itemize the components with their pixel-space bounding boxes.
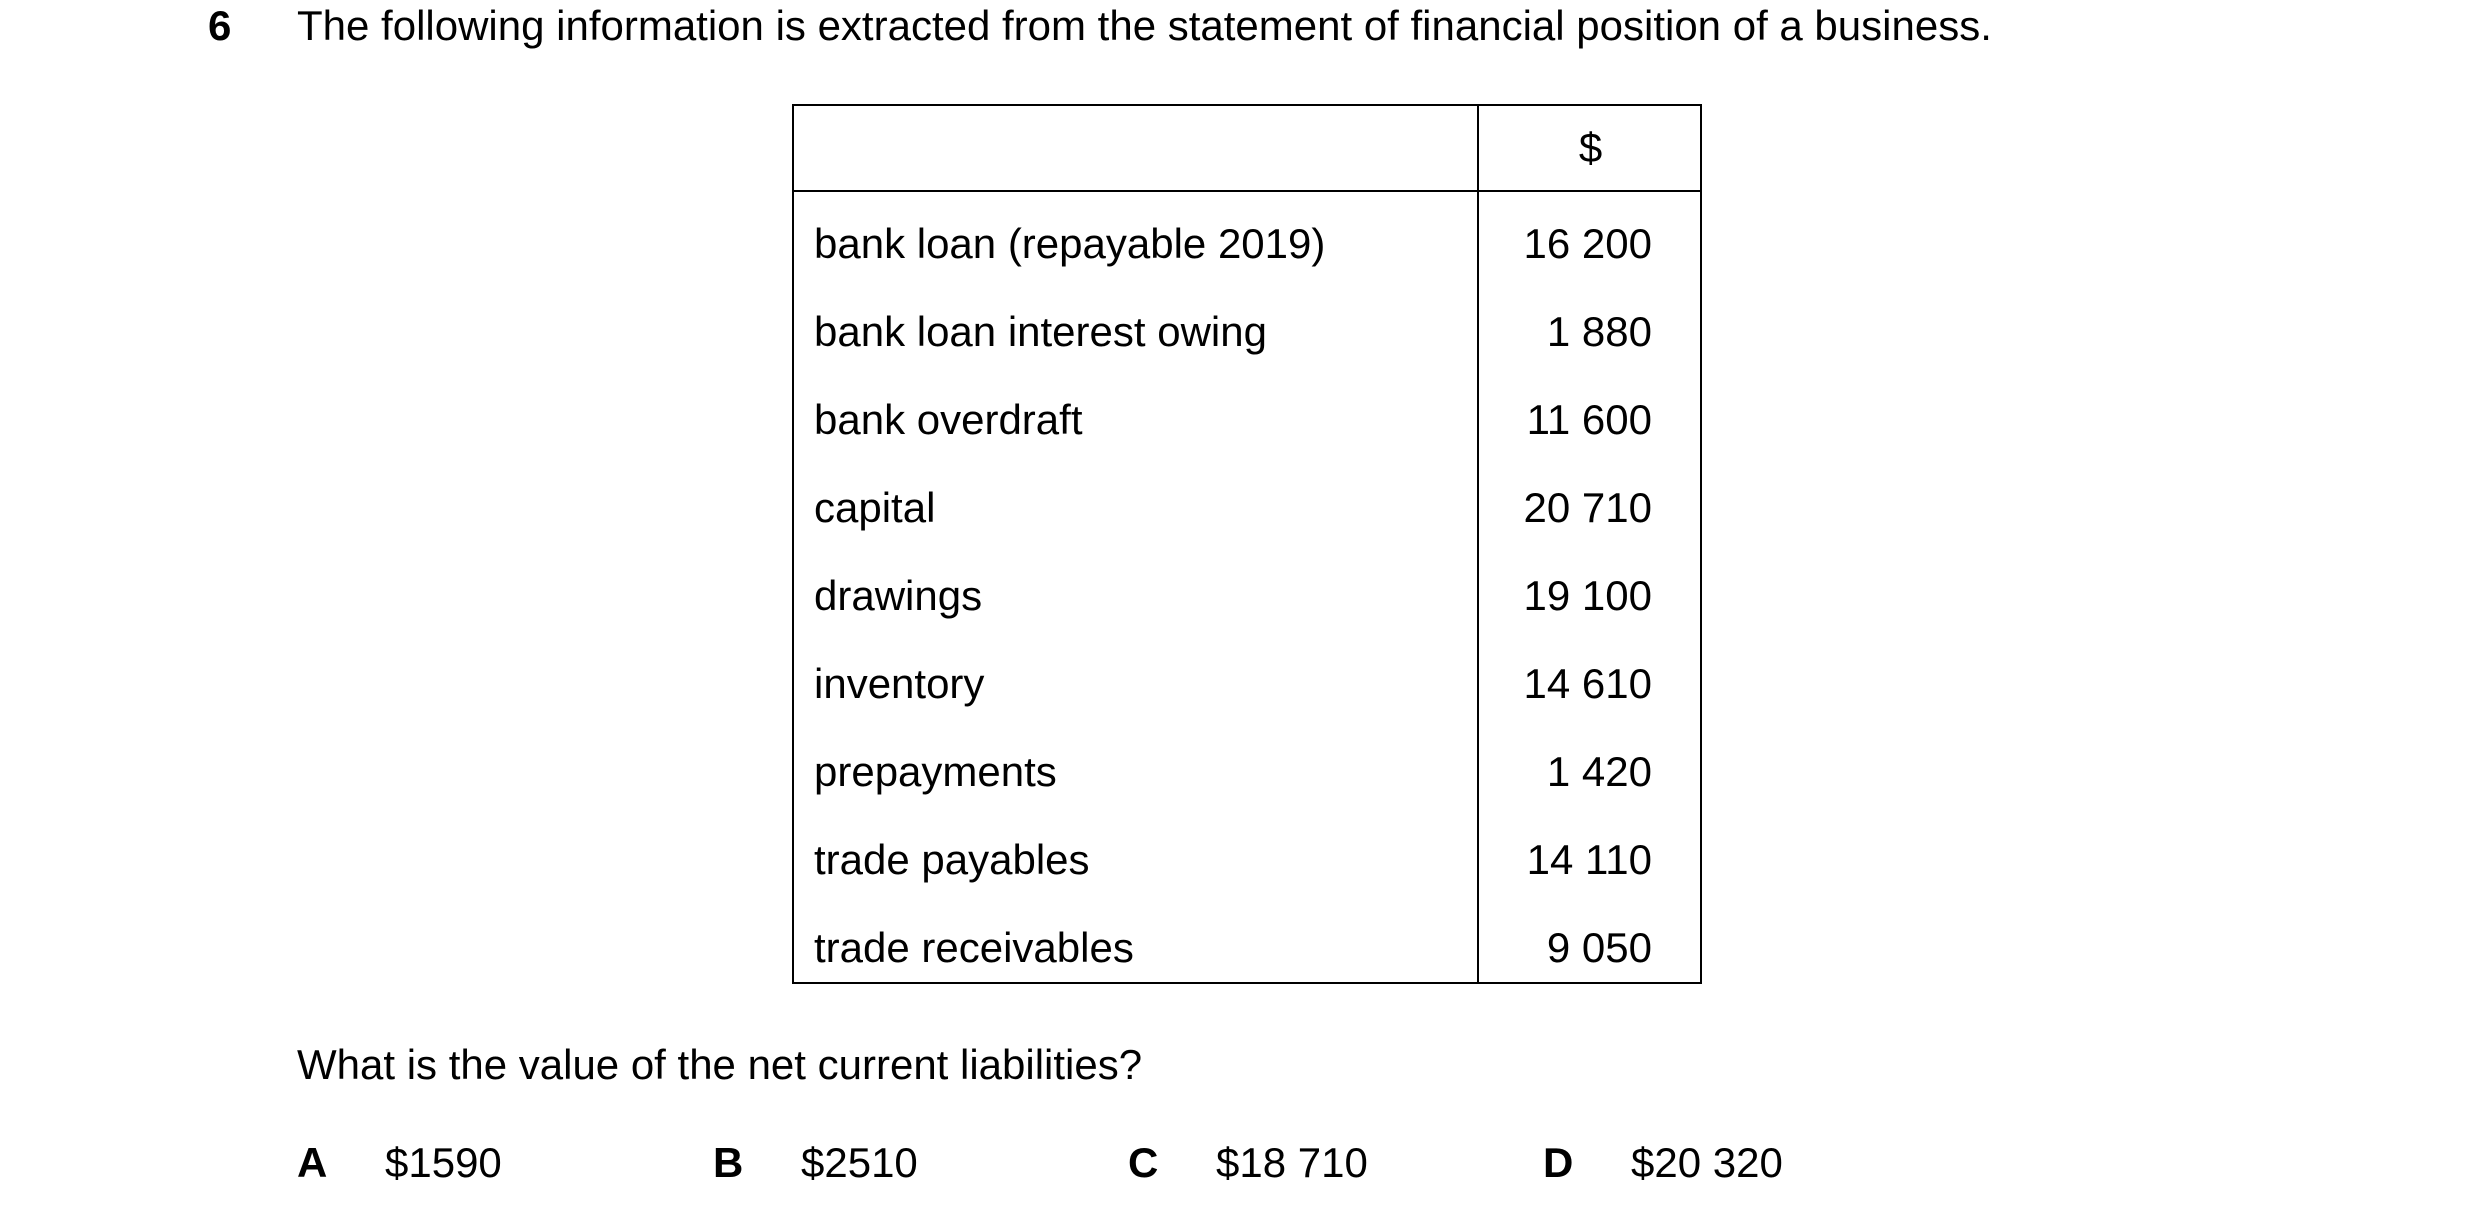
row-label: drawings — [814, 572, 983, 619]
financial-position-table — [792, 104, 1702, 984]
row-value: 11 600 — [1526, 396, 1652, 443]
table-row — [794, 288, 1700, 376]
row-value: 1 420 — [1546, 748, 1652, 795]
row-label: bank loan interest owing — [814, 308, 1267, 355]
table-row — [794, 640, 1700, 728]
row-label: inventory — [814, 660, 985, 707]
table-row — [794, 464, 1700, 552]
table-row — [794, 816, 1700, 904]
row-label: trade receivables — [814, 924, 1134, 971]
option-text: $1590 — [385, 1139, 502, 1186]
table-row — [794, 376, 1700, 464]
option-letter: C — [1128, 1139, 1159, 1186]
row-label: capital — [814, 484, 936, 531]
option-letter: A — [297, 1139, 328, 1186]
row-value: 19 100 — [1523, 572, 1652, 619]
question-stem: The following information is extracted from the statement of financial position of a business. — [297, 2, 1992, 49]
row-value: 14 110 — [1526, 836, 1652, 883]
table-row — [794, 728, 1700, 816]
row-value: 9 050 — [1546, 924, 1652, 971]
row-value: 20 710 — [1523, 484, 1652, 531]
row-label: bank loan (repayable 2019) — [814, 220, 1326, 267]
row-value: 1 880 — [1546, 308, 1652, 355]
currency-header: $ — [1578, 124, 1603, 171]
option-text: $2510 — [801, 1139, 918, 1186]
option-letter: D — [1543, 1139, 1574, 1186]
row-label: bank overdraft — [814, 396, 1083, 443]
table-row — [794, 552, 1700, 640]
option-letter: B — [713, 1139, 744, 1186]
row-label: prepayments — [814, 748, 1057, 795]
question-prompt: What is the value of the net current liabilities? — [297, 1041, 1143, 1088]
row-value: 14 610 — [1523, 660, 1652, 707]
header-rule — [794, 190, 1700, 192]
option-text: $20 320 — [1631, 1139, 1783, 1186]
option-text: $18 710 — [1216, 1139, 1368, 1186]
row-value: 16 200 — [1523, 220, 1652, 267]
question-number: 6 — [208, 2, 232, 49]
table-row — [794, 904, 1700, 992]
row-label: trade payables — [814, 836, 1090, 883]
table-row — [794, 200, 1700, 288]
table-rows — [794, 200, 1700, 992]
